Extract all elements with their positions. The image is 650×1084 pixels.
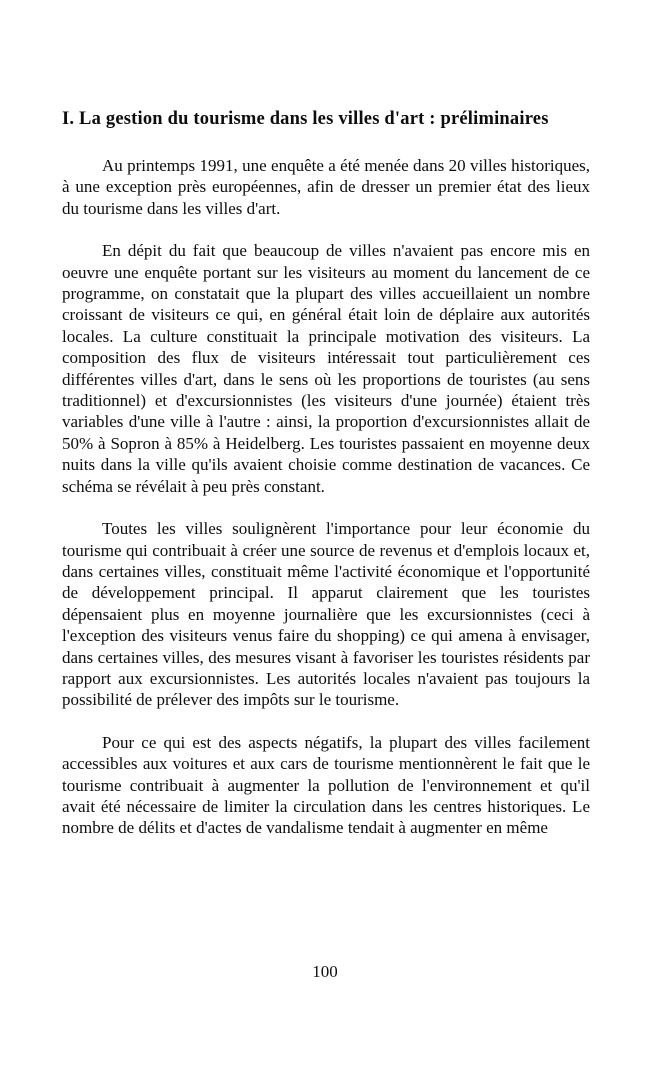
paragraph-4: Pour ce qui est des aspects négatifs, la plupart des villes facilement accessibles aux voitures et aux cars de tourisme mentionnèrent le fait que le tourisme contribuait à augmenter la pollution de l'environnement et qu'il avait été nécessaire de limiter la circulation dans les centres historiques. Le nombre de délits et d'actes de vandalisme tendait à augmenter en même <box>62 732 590 838</box>
section-heading: I. La gestion du tourisme dans les villes d'art : préliminaires <box>62 109 549 129</box>
page-number: 100 <box>312 962 338 981</box>
paragraph-2: En dépit du fait que beaucoup de villes n'avaient pas encore mis en oeuvre une enquête portant sur les visiteurs au moment du lancement de ce programme, on constatait que la plupart des villes accueillaient un nombre croissant de visiteurs ce qui, en général était loin de déplaire aux autorités locales. La culture constituait la principale motivation des visiteurs. La composition des flux de visiteurs intéressait tout particulièrement ces différentes villes d'art, dans le sens où les proportions de touristes (au sens traditionnel) et d'excursionnistes (les visiteurs d'une journée) étaient très variables d'une ville à l'autre : ainsi, la proportion d'excursionnistes allait de 50% à Sopron à 85% à Heidelberg. Les touristes passaient en moyenne deux nuits dans la ville qu'ils avaient choisie comme destination de vacances. Ce schéma se révélait à peu près constant. <box>62 241 590 496</box>
paragraph-3: Toutes les villes soulignèrent l'importance pour leur économie du tourisme qui contribuait à créer une source de revenus et d'emplois locaux et, dans certaines villes, constituait même l'activité économique et l'opportunité de développement principal. Il apparut clairement que les touristes dépensaient plus en moyenne journalière que les excursionnistes (ceci à l'exception des visiteurs venus faire du shopping) ce qui amena à envisager, dans certaines villes, des mesures visant à favoriser les touristes résidents par rapport aux excursionnistes. Les autorités locales n'avaient pas toujours la possibilité de prélever des impôts sur le tourisme. <box>62 519 590 710</box>
paragraph-1: Au printemps 1991, une enquête a été menée dans 20 villes historiques, à une exception près européennes, afin de dresser un premier état des lieux du tourisme dans les villes d'art. <box>62 156 590 218</box>
